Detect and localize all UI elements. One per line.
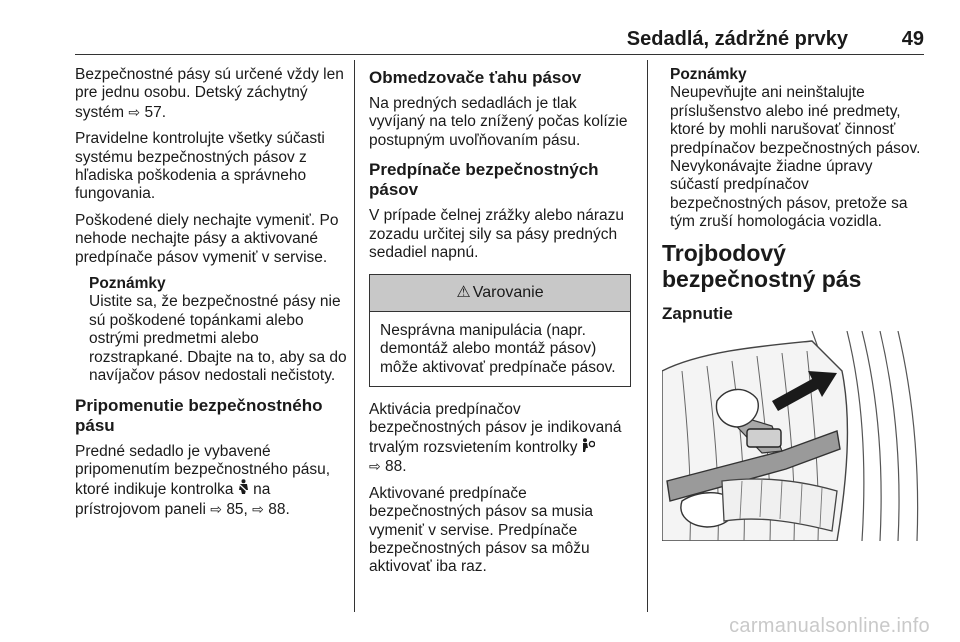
page-header-title: Sedadlá, zádržné prvky — [626, 28, 848, 50]
page-number: 49 — [901, 28, 924, 50]
ref-arrow-icon: ⇨ — [210, 500, 222, 517]
heading-force-limiters: Obmedzovače ťahu pásov — [369, 68, 582, 87]
column-1 — [75, 66, 347, 527]
warning-box — [369, 274, 631, 387]
paragraph-reminder: Predné sedadlo je vybavené pripomenutím bezpečnostného pásu, ktoré indikuje kontrolka na prístrojovom paneli ⇨ 85, ⇨ 88. — [75, 442, 331, 518]
header-divider — [75, 54, 924, 55]
paragraph-usage: Bezpečnostné pásy sú určené vždy len pre jednu osobu. Detský záchytný systém ⇨ 57. — [75, 66, 344, 121]
page-ref-link[interactable]: 85, — [226, 500, 253, 518]
column-divider-2 — [647, 60, 648, 612]
warning-triangle-icon: ⚠ — [456, 284, 471, 302]
page-ref-link[interactable]: 88. — [385, 458, 407, 476]
warning-header — [370, 275, 630, 311]
note-label: Poznámky — [89, 275, 166, 293]
heading-belt-reminder: Pripomenutie bezpečnostného pásu — [75, 395, 323, 435]
seatbelt-reminder-icon — [238, 481, 249, 497]
column-2 — [369, 66, 633, 585]
warning-title: Varovanie — [472, 284, 544, 302]
ref-arrow-icon: ⇨ — [128, 103, 141, 120]
heading-three-point-belt: Trojbodový bezpečnostný pás — [662, 239, 862, 292]
paragraph-inspection: Pravidelne kontrolujte všetky súčasti systému bezpečnostných pásov z hľadiska poškodenia a správneho fungovania. — [75, 130, 325, 203]
paragraph-activation: Aktivácia predpínačov bezpečnostných pásov je indikovaná trvalým rozsvietením kontrolky ⇨ 88. — [369, 401, 622, 476]
paragraph-replace-pretensioners: Aktivované predpínače bezpečnostných pásov sa musia vymeniť v servise. Predpínače bezpečnostných pásov sa môžu aktivovať iba raz. — [369, 484, 594, 576]
note-text: Uistite sa, že bezpečnostné pásy nie sú poškodené topánkami alebo ostrými predmetmi alebo rozstrapkané. Dbajte na to, aby sa do navíjačov pásov nedostali nečistoty. — [89, 293, 347, 385]
ref-arrow-icon: ⇨ — [252, 500, 264, 517]
paragraph-limiters: Na predných sedadlách je tlak vyvíjaný na telo znížený počas kolízie postupným uvoľňovaním pásu. — [369, 95, 628, 149]
heading-pretensioners: Predpínače bezpečnostných pásov — [369, 160, 599, 200]
note-block — [89, 275, 347, 385]
ref-arrow-icon: ⇨ — [369, 458, 381, 475]
note-block — [670, 66, 924, 232]
paragraph-pretensioners: V prípade čelnej zrážky alebo nárazu zozadu určitej sily sa pásy predných sedadiel napnú. — [369, 207, 625, 262]
belt-fastening-illustration — [662, 331, 924, 541]
paragraph-replacement: Poškodené diely nechajte vymeniť. Po nehode nechajte pásy a aktivované predpínače pásov vymeniť v servise. — [75, 211, 339, 266]
column-divider-1 — [354, 60, 355, 612]
warning-text: Nesprávna manipulácia (napr. demontáž alebo montáž pásov) môže aktivovať predpínače pásov. — [380, 321, 616, 376]
heading-fastening: Zapnutie — [662, 303, 733, 323]
note-text: Neupevňujte ani neinštalujte príslušenstvo alebo iné predmety, ktoré by mohli narušovať činnosť predpínačov bezpečnostných pásov. Nevykonávajte žiadne úpravy súčastí predpínačov bezpečnostných pásov, pretože sa tým zruší homologácia vozidla. — [670, 84, 921, 231]
watermark: carmanualsonline.info — [729, 615, 930, 637]
page-ref-link[interactable]: 88. — [268, 500, 290, 518]
airbag-pretensioner-icon — [582, 439, 595, 455]
column-3 — [662, 66, 924, 541]
page-ref-link[interactable]: 57. — [144, 103, 167, 121]
note-label: Poznámky — [670, 66, 747, 83]
